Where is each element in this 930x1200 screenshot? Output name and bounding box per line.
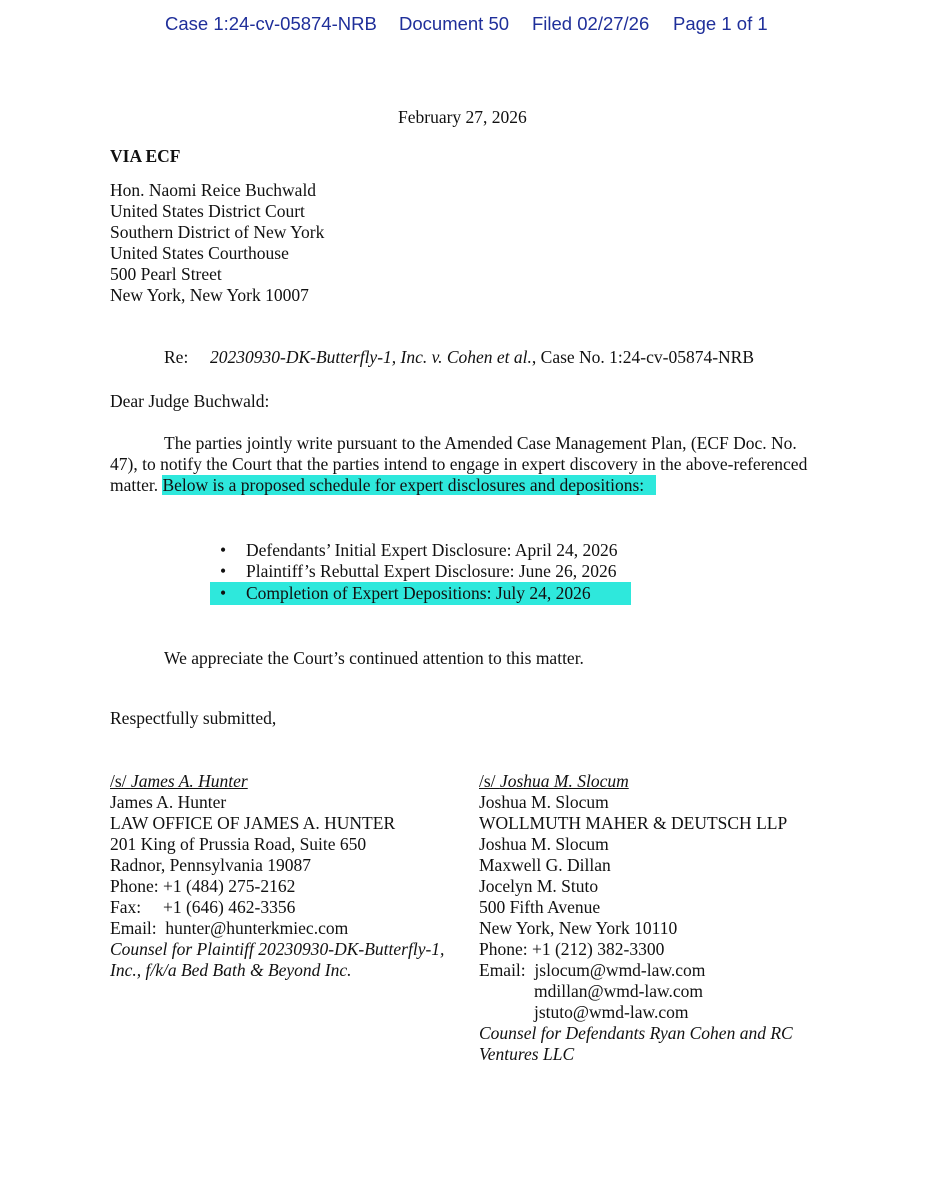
bullet-icon: •: [220, 561, 227, 581]
case-number: Case 1:24-cv-05874-NRB: [165, 13, 377, 34]
bullet-icon: •: [220, 540, 227, 560]
sign-off: Respectfully submitted,: [110, 708, 277, 728]
signer-line: Maxwell G. Dillan: [479, 855, 611, 875]
salutation: Dear Judge Buchwald:: [110, 391, 270, 411]
addressee-line: 500 Pearl Street: [110, 264, 222, 284]
counsel-line: Inc., f/k/a Bed Bath & Beyond Inc.: [110, 960, 352, 980]
signature-line: [479, 771, 639, 792]
signer-line: Fax: +1 (646) 462-3356: [110, 897, 296, 917]
body-text: matter.: [110, 475, 163, 495]
signer-line: Joshua M. Slocum: [479, 792, 609, 812]
addressee-line: United States Courthouse: [110, 243, 289, 263]
re-case: [210, 347, 754, 368]
body-line: [110, 475, 656, 496]
signer-line: Email: hunter@hunterkmiec.com: [110, 918, 349, 938]
delivery-method: VIA ECF: [110, 146, 181, 166]
counsel-line: Counsel for Defendants Ryan Cohen and RC: [479, 1023, 793, 1043]
addressee-line: United States District Court: [110, 201, 305, 221]
signer-line: Phone: +1 (212) 382-3300: [479, 939, 665, 959]
addressee-line: Southern District of New York: [110, 222, 325, 242]
addressee-line: Hon. Naomi Reice Buchwald: [110, 180, 317, 200]
counsel-line: Ventures LLC: [479, 1044, 575, 1064]
page-count: Page 1 of 1: [673, 13, 768, 34]
schedule-item: Completion of Expert Depositions: July 24, 2026: [246, 583, 591, 603]
signer-line: James A. Hunter: [110, 792, 227, 812]
schedule-item: Plaintiff’s Rebuttal Expert Disclosure: June 26, 2026: [246, 561, 617, 581]
signer-line: New York, New York 10110: [479, 918, 678, 938]
signer-line: LAW OFFICE OF JAMES A. HUNTER: [110, 813, 396, 833]
signature-name: James A. Hunter: [130, 771, 248, 791]
signer-line: 201 King of Prussia Road, Suite 650: [110, 834, 367, 854]
filed-date: Filed 02/27/26: [532, 13, 650, 34]
body-line: The parties jointly write pursuant to the Amended Case Management Plan, (ECF Doc. No.: [164, 433, 797, 453]
signer-line: mdillan@wmd-law.com: [534, 981, 704, 1001]
re-case-number: , Case No. 1:24-cv-05874-NRB: [531, 347, 755, 367]
closing-paragraph: We appreciate the Court’s continued attention to this matter.: [164, 648, 584, 668]
schedule-item: Defendants’ Initial Expert Disclosure: April 24, 2026: [246, 540, 618, 560]
body-line: 47), to notify the Court that the parties intend to engage in expert discovery in the above-referenced: [110, 454, 808, 474]
signer-line: Email: jslocum@wmd-law.com: [479, 960, 706, 980]
re-label: Re:: [164, 347, 189, 367]
signer-line: 500 Fifth Avenue: [479, 897, 601, 917]
re-case-caption: 20230930-DK-Butterfly-1, Inc. v. Cohen et al.: [210, 347, 532, 367]
counsel-line: Counsel for Plaintiff 20230930-DK-Butterfly-1,: [110, 939, 445, 959]
signer-line: Jocelyn M. Stuto: [479, 876, 599, 896]
signature-name: Joshua M. Slocum: [499, 771, 629, 791]
letter-date: February 27, 2026: [398, 107, 527, 127]
signature-line: [110, 771, 268, 792]
signature-prefix: /s/: [110, 771, 131, 791]
signer-line: Radnor, Pennsylvania 19087: [110, 855, 312, 875]
signer-line: WOLLMUTH MAHER & DEUTSCH LLP: [479, 813, 788, 833]
signer-line: Phone: +1 (484) 275-2162: [110, 876, 296, 896]
signer-line: jstuto@wmd-law.com: [534, 1002, 689, 1022]
signature-prefix: /s/: [479, 771, 500, 791]
highlighted-text: Below is a proposed schedule for expert disclosures and depositions:: [162, 475, 656, 495]
document-number: Document 50: [399, 13, 510, 34]
bullet-icon: •: [220, 583, 227, 603]
signer-line: Joshua M. Slocum: [479, 834, 609, 854]
addressee-line: New York, New York 10007: [110, 285, 309, 305]
